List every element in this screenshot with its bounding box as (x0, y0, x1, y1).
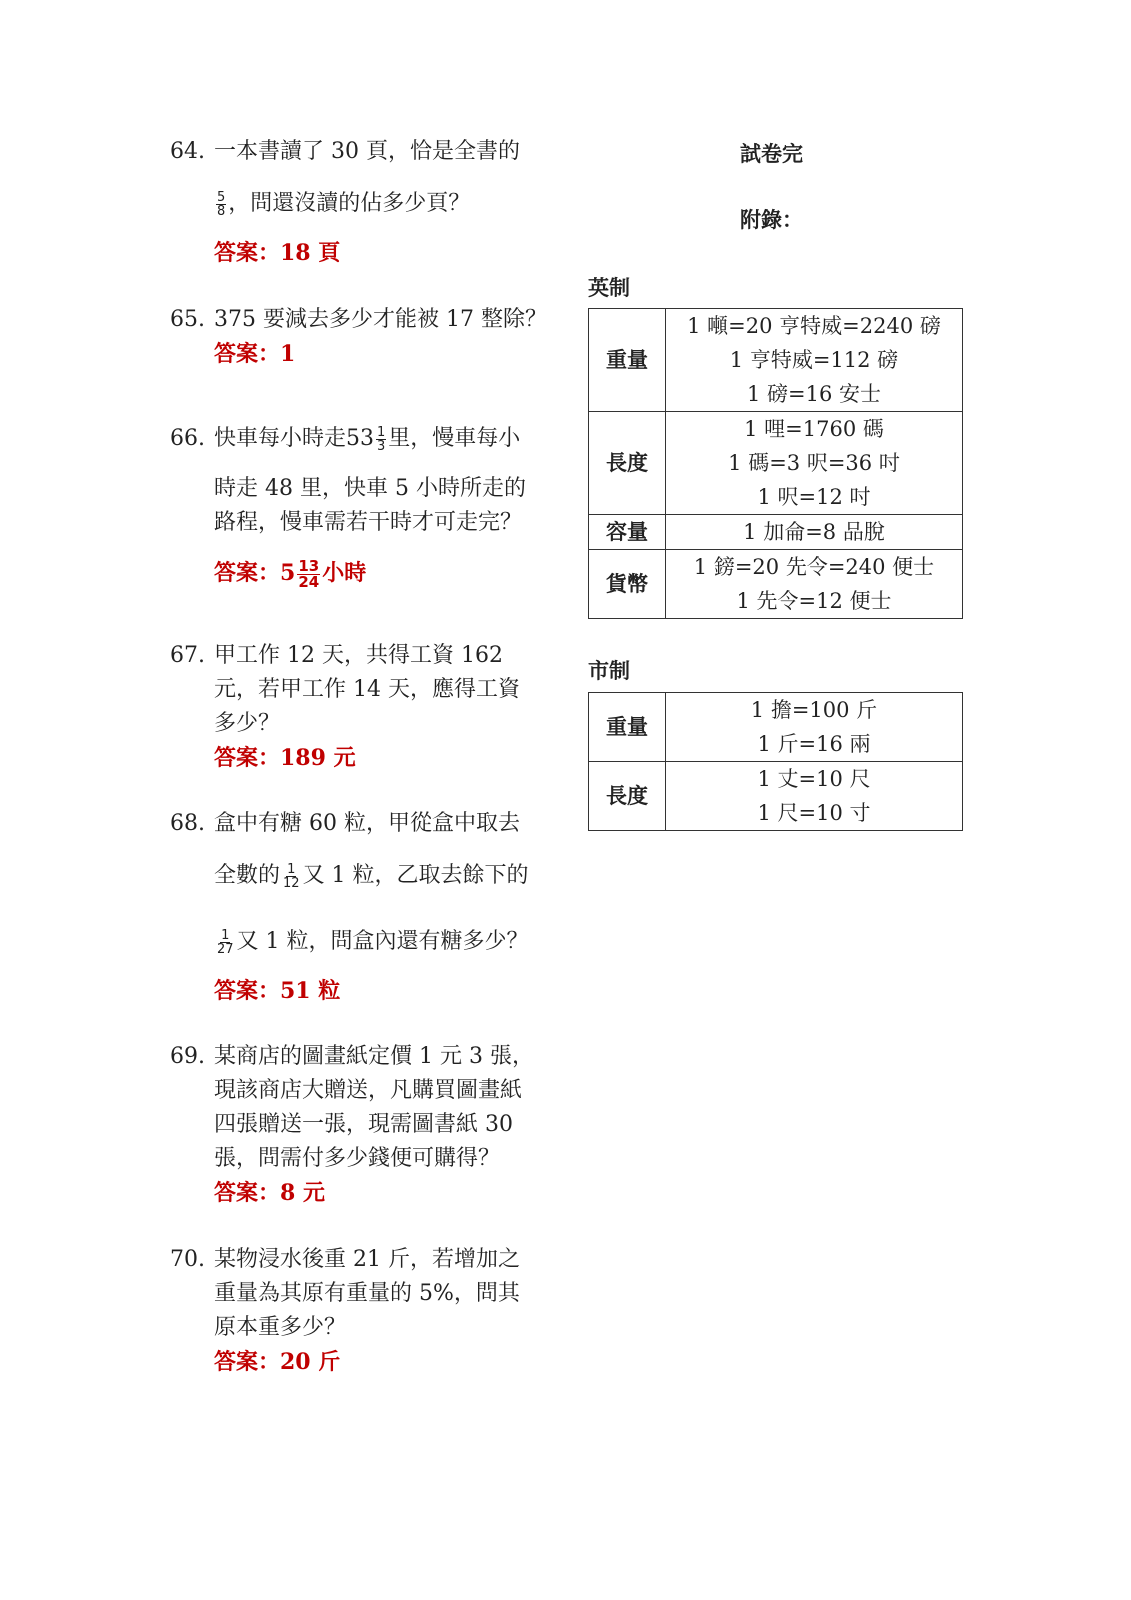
answer: 答案：5 $\frac{13}{24}$ 小時 (214, 556, 367, 591)
question-text-line2: 時走 48 里，快車 5 小時所走的 (214, 476, 526, 501)
appendix-label: 附錄： (740, 208, 803, 232)
end-of-paper: 試卷完 (740, 142, 803, 166)
category-cell: 容量 (589, 515, 666, 550)
question-text: 某商店的圖畫紙定價 1 元 3 張， (214, 1044, 534, 1069)
imperial-title: 英制 (588, 276, 630, 300)
category-cell: 重量 (589, 693, 666, 762)
chinese-title: 市制 (588, 659, 630, 683)
value-cell: 1 哩=1760 碼 1 碼=3 呎=36 吋 1 呎=12 吋 (666, 412, 963, 515)
category-cell: 長度 (589, 412, 666, 515)
table-row (589, 309, 963, 412)
question-text-line3: 原本重多少？ (214, 1315, 347, 1340)
question-text: 快車每小時走53 $\frac{1}{3}$ 里，慢車每小 (214, 424, 521, 454)
question-text: 盒中有糖 60 粒，甲從盒中取去 (214, 811, 520, 836)
question-text-line3: 路程，慢車需若干時才可走完？ (214, 510, 523, 535)
value-cell: 1 加侖=8 品脫 (666, 515, 963, 550)
imperial-table (588, 308, 963, 619)
answer: 答案：1 (214, 341, 296, 367)
value-cell: 1 丈=10 尺 1 尺=10 寸 (666, 762, 963, 831)
table-row (589, 550, 963, 619)
question-text-line3: 四張贈送一張，現需圖書紙 30 (214, 1112, 513, 1137)
question-text-line2: 元，若甲工作 14 天，應得工資 (214, 677, 520, 702)
question-number: 68. (170, 811, 205, 836)
chinese-table (588, 692, 963, 831)
fraction: $\frac{5}{8}$ (217, 189, 226, 219)
fraction: $\frac{1}{27}$ (217, 927, 234, 957)
question-text-line3: 多少？ (214, 711, 281, 736)
answer: 答案：189 元 (214, 745, 356, 771)
table-row (589, 412, 963, 515)
fraction: $\frac{1}{12}$ (283, 861, 300, 891)
question-number: 70. (170, 1247, 205, 1272)
question-text-line4: 張，問需付多少錢便可購得？ (214, 1146, 501, 1171)
category-cell: 重量 (589, 309, 666, 412)
value-cell: 1 噸=20 亨特威=2240 磅 1 亨特威=112 磅 1 磅=16 安士 (666, 309, 963, 412)
table-row (589, 762, 963, 831)
table-row (589, 515, 963, 550)
question-number: 64. (170, 139, 205, 164)
question-number: 69. (170, 1044, 205, 1069)
answer: 答案：51 粒 (214, 978, 341, 1004)
question-text-line2: 全數的 $\frac{1}{12}$ 又 1 粒，乙取去餘下的 (214, 861, 529, 891)
question-number: 67. (170, 643, 205, 668)
question-text-line2: 重量為其原有重量的 5%，問其 (214, 1281, 520, 1306)
fraction: $\frac{1}{3}$ (377, 424, 386, 454)
value-cell: 1 擔=100 斤 1 斤=16 兩 (666, 693, 963, 762)
table-row (589, 693, 963, 762)
answer: 答案：18 頁 (214, 240, 341, 266)
question-text-line2: $\frac{5}{8}$ ，問還沒讀的佔多少頁？ (217, 189, 471, 219)
question-number: 65. (170, 307, 205, 332)
question-text-line2: 現該商店大贈送，凡購買圖畫紙 (214, 1078, 523, 1103)
value-cell: 1 鎊=20 先令=240 便士 1 先令=12 便士 (666, 550, 963, 619)
question-text-line3: $\frac{1}{27}$ 又 1 粒，問盒內還有糖多少？ (217, 927, 529, 957)
answer-fraction: $\frac{13}{24}$ (298, 556, 320, 591)
question-number: 66. (170, 426, 205, 451)
question-text: 一本書讀了 30 頁，恰是全書的 (214, 139, 520, 164)
answer: 答案：8 元 (214, 1180, 325, 1206)
question-text: 甲工作 12 天，共得工資 162 (214, 643, 503, 668)
category-cell: 長度 (589, 762, 666, 831)
question-text: 375 要減去多少才能被 17 整除？ (214, 307, 547, 332)
question-text: 某物浸水後重 21 斤，若增加之 (214, 1247, 520, 1272)
answer: 答案：20 斤 (214, 1349, 341, 1375)
category-cell: 貨幣 (589, 550, 666, 619)
